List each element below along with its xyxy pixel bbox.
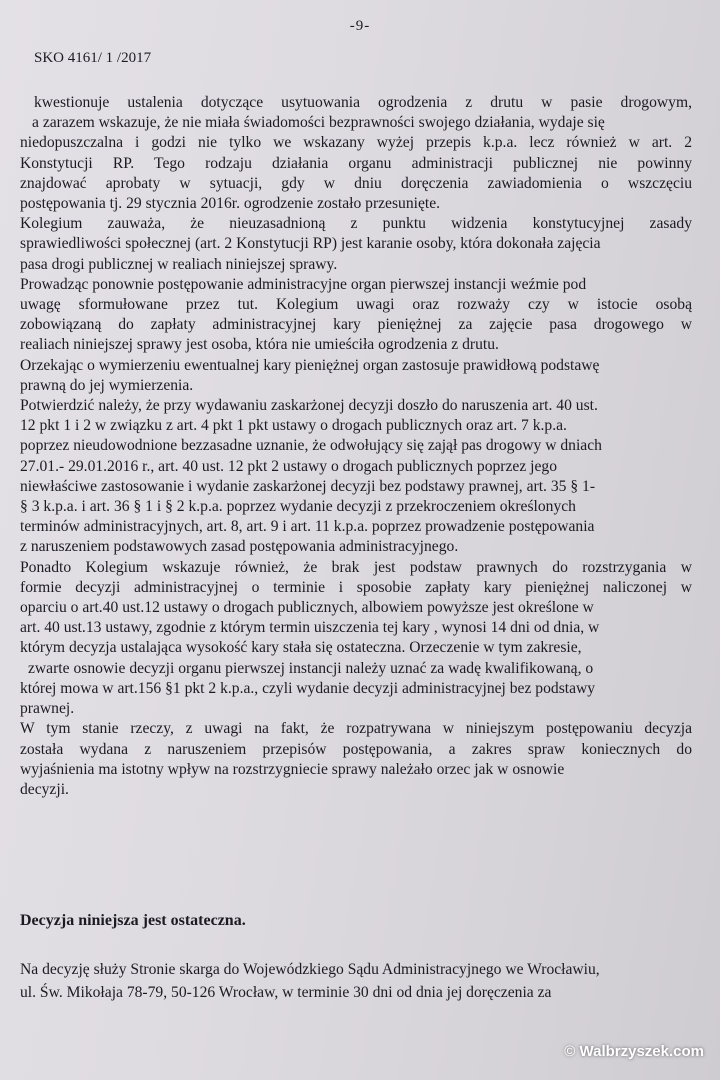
- watermark-text: Walbrzyszek.com: [579, 1043, 704, 1060]
- text-line: 27.01.- 29.01.2016 r., art. 40 ust. 12 pkt 2 ustawy o drogach publicznych poprzez jego: [20, 457, 558, 475]
- text-line: Potwierdzić należy, że przy wydawaniu zaskarżonej decyzji doszło do naruszenia art. 40 ust.: [20, 397, 598, 415]
- text-line: decyzji.: [20, 780, 69, 798]
- text-line: została wydana z naruszeniem przepisów postępowania, a zakres spraw koniecznych do: [20, 740, 692, 758]
- text-line: zwarte osnowie decyzji organu pierwszej instancji należy uznać za wadę kwalifikowaną, o: [28, 659, 594, 677]
- text-line: terminów administracyjnych, art. 8, art. 9 i art. 11 k.p.a. poprzez prowadzenie postępowania: [20, 518, 595, 536]
- appeal-notice: [20, 958, 692, 1004]
- text-line: z naruszeniem podstawowych zasad postępowania administracyjnego.: [20, 538, 459, 556]
- copyright-icon: ©: [564, 1043, 576, 1060]
- text-line: którym decyzja ustalająca wysokość kary stała się ostateczna. Orzeczenie w tym zakresie,: [20, 639, 582, 657]
- text-line: art. 40 ust.13 ustawy, zgodnie z którym termin uiszczenia tej kary , wynosi 14 dni od dnia, w: [20, 619, 600, 637]
- decision-final-statement: Decyzja niniejsza jest ostateczna.: [20, 912, 246, 929]
- text-line: formie decyzji administracyjnej o terminie i sposobie zapłaty kary pieniężnej naliczonej w: [20, 578, 692, 596]
- text-line: realiach niniejszej sprawy jest osoba, która nie umieściła ogrodzenia z drutu.: [20, 336, 499, 354]
- text-line: Prowadząc ponownie postępowanie administracyjne organ pierwszej instancji weźmie pod: [20, 275, 587, 293]
- page-number: -9-: [349, 18, 371, 34]
- text-line: Orzekając o wymierzeniu ewentualnej kary pieniężnej organ zastosuje prawidłową podstawę: [20, 356, 600, 374]
- text-line: W tym stanie rzeczy, z uwagi na fakt, że rozpatrywana w niniejszym postępowaniu decyzja: [20, 720, 692, 738]
- text-line: prawnej.: [20, 700, 75, 718]
- text-line: a zarazem wskazuje, że nie miała świadomości bezprawności swojego działania, wydaje się: [32, 114, 605, 132]
- text-line: której mowa w art.156 §1 pkt 2 k.p.a., czyli wydanie decyzji administracyjnej bez podstawy: [20, 679, 596, 697]
- text-line: Ponadto Kolegium wskazuje również, że brak jest podstaw prawnych do rozstrzygania w: [20, 558, 692, 576]
- text-line: niedopuszczalna i godzi nie tylko we wskazany wyżej przepis k.p.a. lecz również w art. 2: [20, 134, 692, 152]
- text-line: § 3 k.p.a. i art. 36 § 1 i § 2 k.p.a. poprzez wydanie decyzji z przekroczeniem określonych: [20, 498, 576, 516]
- text-line: niewłaściwe zastosowanie i wydanie zaskarżonej decyzji bez podstawy prawnej, art. 35 § 1-: [20, 477, 596, 495]
- text-line: postępowania tj. 29 stycznia 2016r. ogrodzenie zostało przesunięte.: [20, 195, 441, 213]
- text-line: kwestionuje ustalenia dotyczące usytuowania ogrodzenia z drutu w pasie drogowym,: [34, 94, 692, 111]
- text-line: znajdować aprobaty w sytuacji, gdy w dniu doręczenia zawiadomienia o wszczęciu: [20, 174, 692, 192]
- text-line: Konstytucji RP. Tego rodzaju działania organu administracji publicznej nie powinny: [20, 154, 692, 172]
- case-reference: SKO 4161/ 1 /2017: [34, 50, 152, 66]
- text-line: Na decyzję służy Stronie skarga do Wojewódzkiego Sądu Administracyjnego we Wrocławiu,: [20, 961, 600, 978]
- text-line: prawną do jej wymierzenia.: [20, 376, 194, 394]
- text-line: pasa drogi publicznej w realiach niniejszej sprawy.: [20, 255, 338, 273]
- watermark: [564, 1043, 704, 1060]
- text-line: oparciu o art.40 ust.12 ustawy o drogach publicznych, albowiem powyższe jest określone w: [20, 599, 594, 617]
- body-text: [20, 93, 692, 800]
- text-line: Kolegium zauważa, że nieuzasadnioną z punktu widzenia konstytucyjnej zasady: [20, 215, 692, 233]
- text-line: wyjaśnienia ma istotny wpływ na rozstrzygniecie sprawy należało orzec jak w osnowie: [20, 760, 565, 778]
- text-line: 12 pkt 1 i 2 w związku z art. 4 pkt 1 pkt ustawy o drogach publicznych oraz art. 7 k.p.a.: [20, 417, 567, 435]
- text-line: poprzez nieudowodnione bezzasadne uznanie, że odwołujący się zajął pas drogowy w dniach: [20, 437, 602, 455]
- text-line: uwagę sformułowane przez tut. Kolegium uwagi oraz rozważy czy w istocie osobą: [20, 296, 692, 314]
- text-line: sprawiedliwości społecznej (art. 2 Konstytucji RP) jest karanie osoby, która dokonała zajęcia: [20, 235, 601, 253]
- text-line: ul. Św. Mikołaja 78-79, 50-126 Wrocław, w terminie 30 dni od dnia jej doręczenia za: [20, 984, 552, 1001]
- text-line: zobowiązaną do zapłaty administracyjnej kary pieniężnej za zajęcie pasa drogowego w: [20, 316, 692, 334]
